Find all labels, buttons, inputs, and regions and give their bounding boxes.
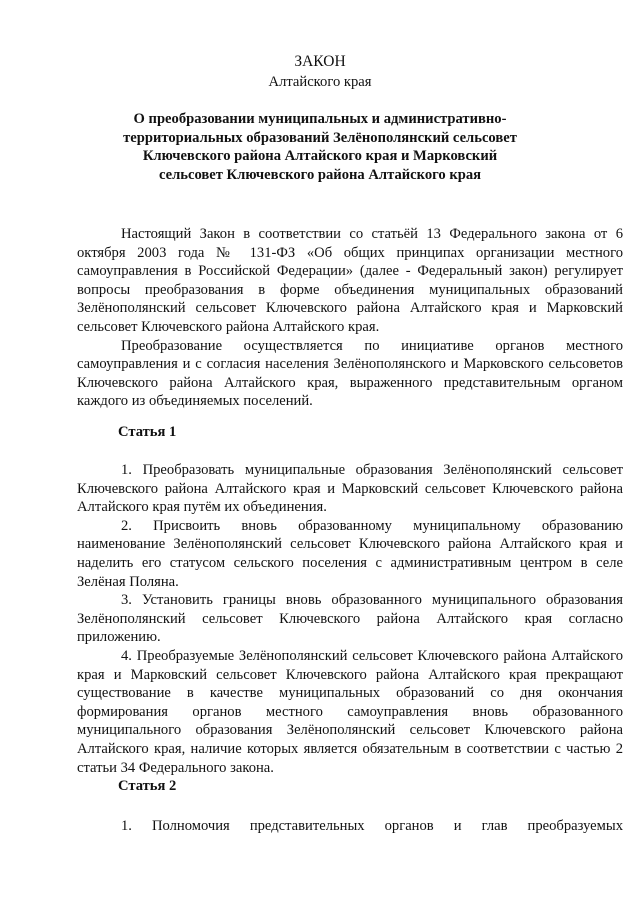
article-1-paragraph-1: 1. Преобразовать муниципальные образования Зелёнополянский сельсовет Ключевского района Алтайского края и Марковский сельсовет Ключевского района Алтайского края путём их объединения. [77, 462, 623, 516]
document-subtitle: Алтайского края [268, 74, 372, 90]
article-1-paragraph-3: 3. Установить границы вновь образованного муниципального образования Зелёнополянский сельсовет Ключевского района Алтайского края согласно приложению. [77, 592, 623, 646]
article-2-body [77, 817, 623, 836]
preamble [77, 225, 623, 411]
article-2-title: Статья 2 [118, 778, 177, 794]
article-1-paragraph-2: 2. Присвоить вновь образованному муниципальному образованию наименование Зелёнополянский сельсовет Ключевского района Алтайского края и наделить его статусом сельского поселения с административным центром в селе Зелёная Поляна. [77, 517, 623, 590]
preamble-paragraph-2: Преобразование осуществляется по инициативе органов местного самоуправления и с согласия населения Зелёнополянского и Марковского сельсоветов Ключевского района Алтайского края, выраженного представительным органом каждого из объединяемых поселений. [77, 337, 623, 410]
article-1-paragraph-4: 4. Преобразуемые Зелёнополянский сельсовет Ключевского района Алтайского края и Марковский сельсовет Ключевского района Алтайского края прекращают существование в качестве муниципальных образований со дня окончания формирования органов местного самоуправления вновь образованного муниципального образования Зелёнополянский сельсовет Ключевского района Алтайского края, наличие которых является обязательным в соответствии с частью 2 статьи 34 Федерального закона. [77, 647, 623, 776]
law-heading: О преобразовании муниципальных и административно-территориальных образований Зелёнополянский сельсовет Ключевского района Алтайского края и Марковский сельсовет Ключевского района Алтайского края [123, 111, 517, 183]
preamble-paragraph-1: Настоящий Закон в соответствии со статьёй 13 Федерального закона от 6 октября 2003 года № 131-ФЗ «Об общих принципах организации местного самоуправления в Российской Федерации» (далее - Федеральный закон) регулирует вопросы преобразования в форме объединения муниципальных образований Зелёнополянский сельсовет Ключевского района Алтайского края и Марковский сельсовет Ключевского района Алтайского края. [77, 226, 623, 335]
document-title: ЗАКОН [294, 53, 346, 70]
article-1-title: Статья 1 [118, 424, 177, 440]
article-1-body [77, 461, 623, 777]
article-2-paragraph-1: 1. Полномочия представительных органов и глав преобразуемых [121, 818, 623, 834]
